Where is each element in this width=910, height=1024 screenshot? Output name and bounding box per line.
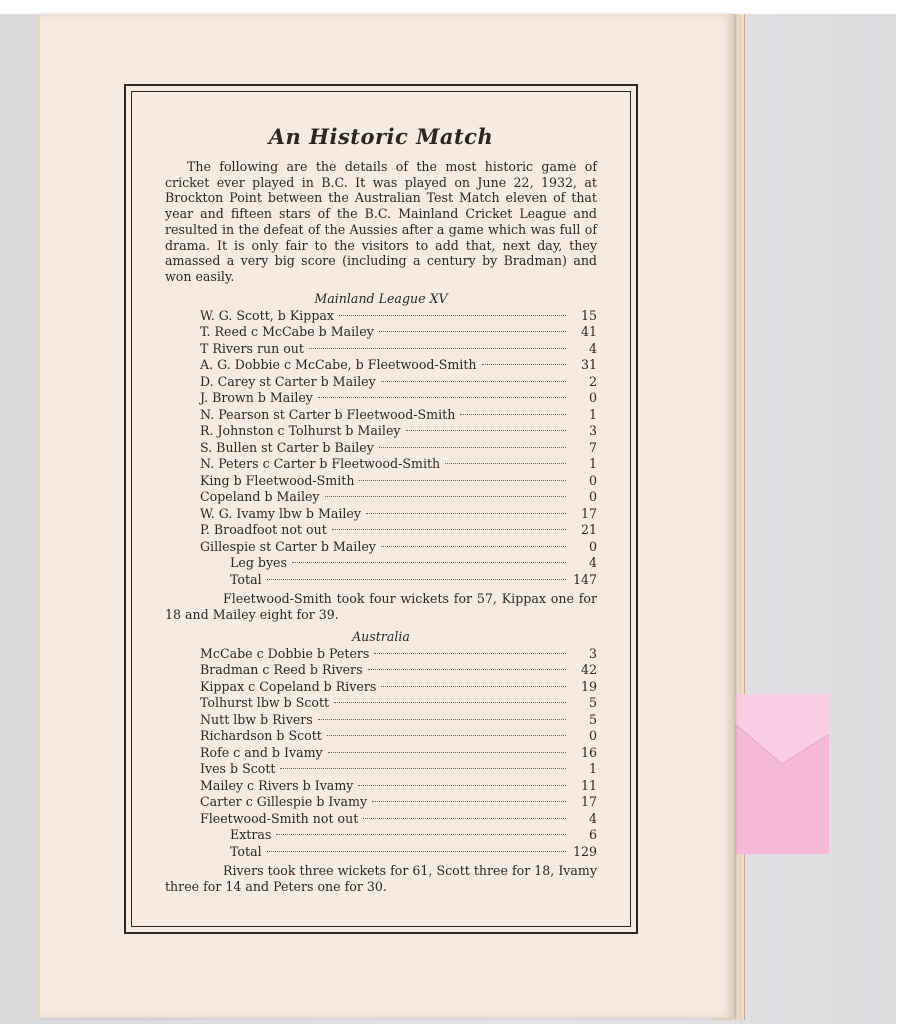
batsman-entry: Tolhurst lbw b Scott <box>200 695 330 711</box>
runs-value: 4 <box>588 555 597 571</box>
batsman-entry: Gillespie st Carter b Mailey <box>200 538 376 554</box>
leader-dots <box>366 513 566 514</box>
runs-value: 17 <box>580 794 597 810</box>
score-row <box>200 456 597 473</box>
leader-dots <box>334 702 566 703</box>
batsman-entry: A. G. Dobbie c McCabe, b Fleetwood-Smith <box>200 357 477 373</box>
batsman-entry: P. Broadfoot not out <box>200 522 327 538</box>
leader-dots <box>379 331 566 332</box>
runs-value: 16 <box>580 744 597 760</box>
leader-dots <box>381 381 566 382</box>
runs-value: 0 <box>588 472 597 488</box>
batsman-entry: Total <box>230 571 262 587</box>
leader-dots <box>280 768 566 769</box>
leader-dots <box>372 801 566 802</box>
batsman-entry: Copeland b Mailey <box>200 489 320 505</box>
batsman-entry: Carter c Gillespie b Ivamy <box>200 794 368 810</box>
batsman-entry: D. Carey st Carter b Mailey <box>200 373 376 389</box>
runs-value: 2 <box>588 373 597 389</box>
batsman-entry: Mailey c Rivers b Ivamy <box>200 777 354 793</box>
batsman-entry: J. Brown b Mailey <box>200 390 313 406</box>
score-row <box>200 778 597 795</box>
envelope-flap <box>735 694 829 774</box>
score-row <box>200 308 597 325</box>
runs-value: 42 <box>580 662 597 678</box>
runs-value: 31 <box>580 357 597 373</box>
score-row <box>200 324 597 341</box>
leader-dots <box>374 653 566 654</box>
score-row <box>200 407 597 424</box>
australia-heading: Australia <box>352 628 410 644</box>
batsman-entry: W. G. Scott, b Kippax <box>200 307 334 323</box>
leader-dots <box>460 414 566 415</box>
batsman-entry: N. Pearson st Carter b Fleetwood-Smith <box>200 406 456 422</box>
leader-dots <box>445 463 566 464</box>
score-row <box>200 844 597 861</box>
runs-value: 1 <box>588 406 597 422</box>
score-row <box>200 440 597 457</box>
leader-dots <box>276 834 566 835</box>
batsman-entry: W. G. Ivamy lbw b Mailey <box>200 505 361 521</box>
runs-value: 17 <box>580 505 597 521</box>
runs-value: 5 <box>588 695 597 711</box>
batsman-entry: McCabe c Dobbie b Peters <box>200 645 370 661</box>
runs-value: 3 <box>588 423 597 439</box>
score-row <box>200 794 597 811</box>
mainland-bowling-summary: Fleetwood-Smith took four wickets for 57, Kippax one for 18 and Mailey eight for 39. <box>165 591 597 622</box>
score-row <box>200 473 597 490</box>
batsman-entry: Leg byes <box>230 555 287 571</box>
leader-dots <box>339 315 566 316</box>
runs-value: 11 <box>580 777 597 793</box>
score-row <box>200 539 597 556</box>
intro-paragraph: The following are the details of the most historic game of cricket ever played in B.C. It was played on June 22, 1932, at Brockton Point between the Australian Test Match eleven of that year and fifteen stars of the B.C. Mainland Cricket League and resulted in the defeat of the Aussies after a game which was full of drama. It is only fair to the visitors to add that, next day, they amassed a very big score (including a century by Bradman) and won easily. <box>165 159 597 284</box>
batsman-entry: Kippax c Copeland b Rivers <box>200 678 377 694</box>
leader-dots <box>267 851 566 852</box>
leader-dots <box>292 562 566 563</box>
runs-value: 3 <box>588 645 597 661</box>
batsman-entry: R. Johnston c Tolhurst b Mailey <box>200 423 401 439</box>
runs-value: 1 <box>588 761 597 777</box>
leader-dots <box>327 735 566 736</box>
batsman-entry: S. Bullen st Carter b Bailey <box>200 439 374 455</box>
score-row <box>200 695 597 712</box>
runs-value: 0 <box>588 728 597 744</box>
leader-dots <box>368 669 566 670</box>
page-content <box>165 124 597 894</box>
batsman-entry: Total <box>230 843 262 859</box>
score-row <box>200 489 597 506</box>
runs-value: 1 <box>588 456 597 472</box>
score-row <box>200 712 597 729</box>
runs-value: 4 <box>588 340 597 356</box>
score-row <box>200 357 597 374</box>
leader-dots <box>318 397 566 398</box>
score-row <box>200 646 597 663</box>
mainland-heading: Mainland League XV <box>314 290 448 306</box>
runs-value: 21 <box>580 522 597 538</box>
runs-value: 0 <box>588 390 597 406</box>
runs-value: 15 <box>580 307 597 323</box>
batsman-entry: Ives b Scott <box>200 761 276 777</box>
score-row <box>200 423 597 440</box>
runs-value: 7 <box>588 439 597 455</box>
pink-envelope <box>735 694 829 854</box>
batsman-entry: N. Peters c Carter b Fleetwood-Smith <box>200 456 441 472</box>
runs-value: 41 <box>580 324 597 340</box>
leader-dots <box>332 529 566 530</box>
runs-value: 19 <box>580 678 597 694</box>
australia-scorecard <box>165 646 597 861</box>
leader-dots <box>309 348 566 349</box>
score-row <box>200 728 597 745</box>
runs-value: 6 <box>588 827 597 843</box>
score-row <box>200 555 597 572</box>
leader-dots <box>325 496 566 497</box>
leader-dots <box>381 546 566 547</box>
leader-dots <box>328 752 566 753</box>
runs-value: 5 <box>588 711 597 727</box>
score-row <box>200 827 597 844</box>
score-row <box>200 506 597 523</box>
batsman-entry: Extras <box>230 827 272 843</box>
leader-dots <box>381 686 566 687</box>
leader-dots <box>267 579 566 580</box>
score-row <box>200 572 597 589</box>
batsman-entry: T Rivers run out <box>200 340 304 356</box>
runs-value: 0 <box>588 489 597 505</box>
batsman-entry: Rofe c and b Ivamy <box>200 744 323 760</box>
batsman-entry: Nutt lbw b Rivers <box>200 711 313 727</box>
leader-dots <box>359 480 566 481</box>
score-row <box>200 522 597 539</box>
leader-dots <box>363 818 566 819</box>
batsman-entry: T. Reed c McCabe b Mailey <box>200 324 374 340</box>
leader-dots <box>406 430 566 431</box>
batsman-entry: Fleetwood-Smith not out <box>200 810 359 826</box>
runs-value: 129 <box>572 843 597 859</box>
score-row <box>200 679 597 696</box>
leader-dots <box>482 364 566 365</box>
score-row <box>200 745 597 762</box>
score-row <box>200 811 597 828</box>
runs-value: 147 <box>572 571 597 587</box>
runs-value: 4 <box>588 810 597 826</box>
leader-dots <box>358 785 566 786</box>
leader-dots <box>379 447 566 448</box>
score-row <box>200 341 597 358</box>
score-row <box>200 662 597 679</box>
score-row <box>200 761 597 778</box>
score-row <box>200 374 597 391</box>
batsman-entry: Richardson b Scott <box>200 728 322 744</box>
runs-value: 0 <box>588 538 597 554</box>
batsman-entry: Bradman c Reed b Rivers <box>200 662 363 678</box>
score-row <box>200 390 597 407</box>
batsman-entry: King b Fleetwood-Smith <box>200 472 355 488</box>
mainland-scorecard <box>165 308 597 589</box>
leader-dots <box>318 719 566 720</box>
australia-bowling-summary: Rivers took three wickets for 61, Scott three for 18, Ivamy three for 14 and Peters one for 30. <box>165 863 597 894</box>
page-title: An Historic Match <box>268 124 494 149</box>
